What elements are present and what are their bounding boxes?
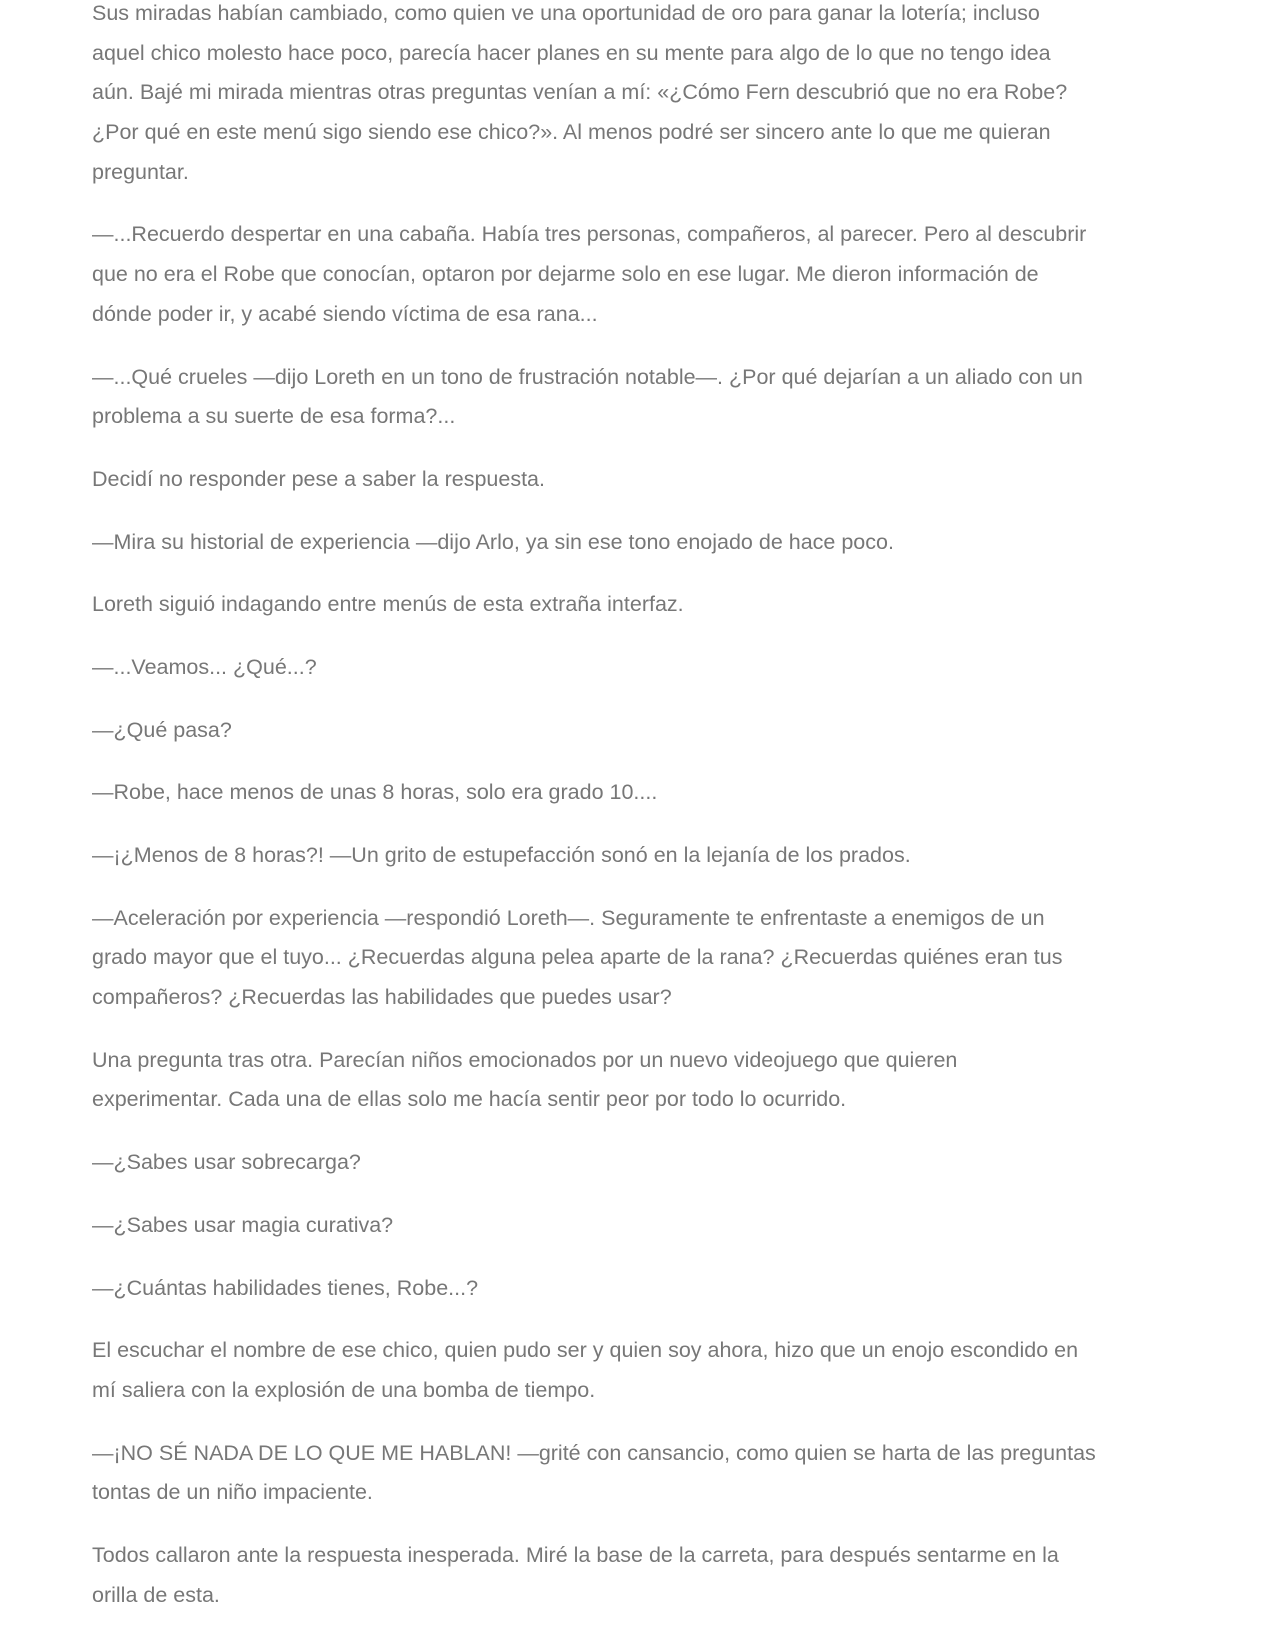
paragraph — [92, 460, 1192, 500]
text-line: Una pregunta tras otra. Parecían niños emocionados por un nuevo videojuego que quieren — [92, 1047, 958, 1072]
paragraph — [92, 773, 1192, 813]
text-line: —...Veamos... ¿Qué...? — [92, 654, 317, 679]
text-line: —Robe, hace menos de unas 8 horas, solo era grado 10.... — [92, 780, 658, 805]
text-line: Sus miradas habían cambiado, como quien ve una oportunidad de oro para ganar la lotería; incluso — [92, 1, 1040, 25]
paragraph — [92, 1331, 1192, 1410]
text-line: ¿Por qué en este menú sigo siendo ese chico?». Al menos podré ser sincero ante lo que me quieran — [92, 120, 1051, 145]
paragraph — [92, 711, 1192, 751]
text-line: grado mayor que el tuyo... ¿Recuerdas alguna pelea aparte de la rana? ¿Recuerdas quiénes eran tus — [92, 945, 1063, 970]
paragraph — [92, 1434, 1192, 1513]
text-line: Todos callaron ante la respuesta inesperada. Miré la base de la carreta, para después sentarme en la — [92, 1542, 1059, 1567]
text-line: compañeros? ¿Recuerdas las habilidades que puedes usar? — [92, 985, 672, 1010]
text-line: —...Recuerdo despertar en una cabaña. Había tres personas, compañeros, al parecer. Pero al descubrir — [92, 222, 1087, 247]
text-line: El escuchar el nombre de ese chico, quien pudo ser y quien soy ahora, hizo que un enojo escondido en — [92, 1338, 1079, 1363]
text-line: —¡¿Menos de 8 horas?! —Un grito de estupefacción sonó en la lejanía de los prados. — [92, 843, 911, 867]
text-line: orilla de esta. — [92, 1582, 220, 1607]
text-line: preguntar. — [92, 159, 189, 184]
text-line: —¿Cuántas habilidades tienes, Robe...? — [92, 1275, 479, 1300]
paragraph — [92, 1143, 1192, 1183]
text-line: —Aceleración por experiencia —respondió Loreth—. Seguramente te enfrentaste a enemigos de un — [92, 905, 1045, 930]
text-line: aquel chico molesto hace poco, parecía hacer planes en su mente para algo de lo que no tengo idea — [92, 40, 1051, 65]
text-line: —¿Qué pasa? — [92, 717, 232, 742]
text-line: —¿Sabes usar magia curativa? — [92, 1212, 394, 1237]
paragraph — [92, 523, 1192, 563]
text-line: dónde poder ir, y acabé siendo víctima de esa rana... — [92, 301, 598, 326]
paragraph — [92, 1041, 1192, 1120]
text-line: experimentar. Cada una de ellas solo me hacía sentir peor por todo lo ocurrido. — [92, 1087, 847, 1112]
text-line: Decidí no responder pese a saber la respuesta. — [92, 466, 545, 491]
text-line: tontas de un niño impaciente. — [92, 1480, 373, 1505]
text-line: aún. Bajé mi mirada mientras otras preguntas venían a mí: «¿Cómo Fern descubrió que no era Robe? — [92, 80, 1068, 105]
paragraph — [92, 585, 1192, 625]
text-line: mí saliera con la explosión de una bomba de tiempo. — [92, 1377, 596, 1402]
paragraph — [92, 1269, 1192, 1309]
text-line: —¡NO SÉ NADA DE LO QUE ME HABLAN! —grité con cansancio, como quien se harta de las preguntas — [92, 1440, 1096, 1465]
text-line: Loreth siguió indagando entre menús de esta extraña interfaz. — [92, 592, 684, 617]
paragraph — [92, 1536, 1192, 1615]
text-line: —¿Sabes usar sobrecarga? — [92, 1150, 361, 1175]
paragraph — [92, 215, 1192, 334]
text-line: —Mira su historial de experiencia —dijo Arlo, ya sin ese tono enojado de hace poco. — [92, 529, 894, 554]
text-line: —...Qué crueles —dijo Loreth en un tono de frustración notable—. ¿Por qué dejarían a un aliado con un — [92, 364, 1083, 389]
paragraph — [92, 899, 1192, 1018]
paragraph — [92, 358, 1192, 437]
text-line: problema a su suerte de esa forma?... — [92, 404, 456, 429]
text-line: que no era el Robe que conocían, optaron por dejarme solo en ese lugar. Me dieron información de — [92, 262, 1039, 287]
document-body — [92, 0, 1192, 1638]
paragraph — [92, 0, 1192, 192]
paragraph — [92, 1206, 1192, 1246]
paragraph — [92, 836, 1192, 876]
paragraph — [92, 648, 1192, 688]
